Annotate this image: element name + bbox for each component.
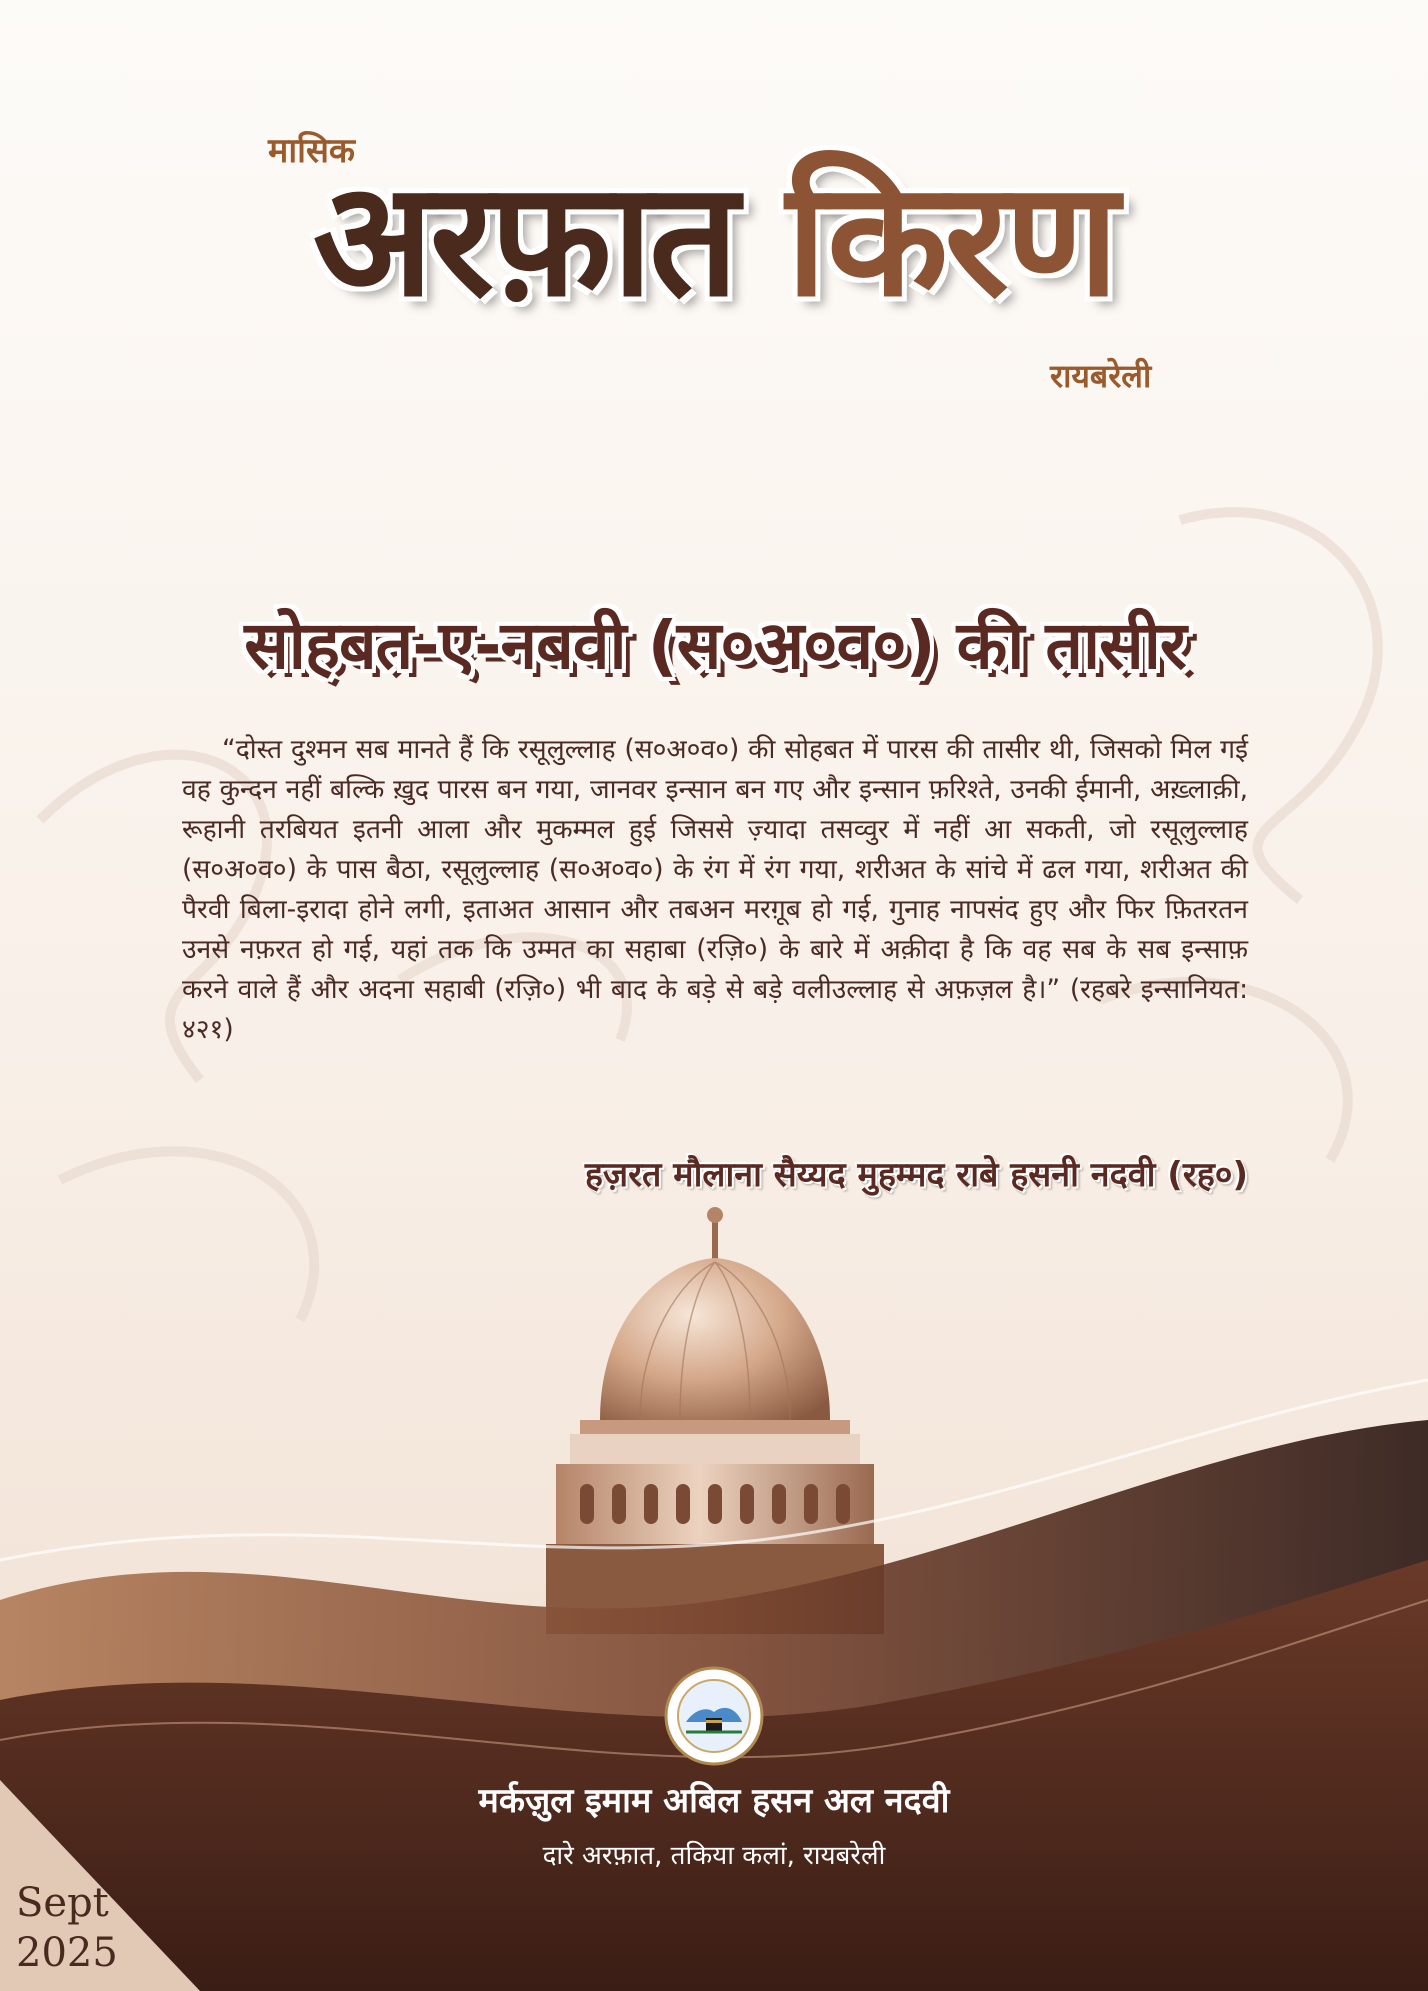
article-headline: सोहबत-ए-नबवी (स०अ०व०) की तासीर xyxy=(244,607,1186,684)
frequency-label: मासिक xyxy=(268,131,356,171)
magazine-title xyxy=(0,150,1428,330)
quote-author: हज़रत मौलाना सैय्यद मुहम्मद राबे हसनी नदवी (रह०) xyxy=(584,1155,1248,1195)
title-word-2: किरण xyxy=(786,148,1116,332)
title-word-1: अरफ़ात xyxy=(312,148,735,332)
organization-name: मर्कज़ुल इमाम अबिल हसन अल नदवी xyxy=(478,1781,950,1821)
article-quote: “दोस्त दुश्मन सब मानते हैं कि रसूलुल्लाह (स०अ०व०) की सोहबत में पारस की तासीर थी, जिसको मिल गई वह कुन्दन नहीं बल्कि ख़ुद पारस बन गया, जानवर इन्सान बन गए और इन्सान फ़रिश्ते, उनकी ईमानी, अख़्लाक़ी, रूहानी तरबियत इतनी आला और मुकम्मल हुई जिससे ज़्यादा तसव्वुर में नहीं आ सकती, जो रसूलुल्लाह (स०अ०व०) के पास बैठा, रसूलुल्लाह (स०अ०व०) के रंग में रंग गया, शरीअत के सांचे में ढल गया, शरीअत की पैरवी बिला-इरादा होने लगी, इताअत आसान और तबअन मरग़ूब हो गई, गुनाह नापसंद हुए और फिर फ़ितरतन उनसे नफ़रत हो गई, यहां तक कि उम्मत का सहाबा (रज़ि०) के बारे में अक़ीदा है कि वह सब के सब इन्साफ़ करने वाले हैं और अदना सहाबी (रज़ि०) भी बाद के बड़े से बड़े वलीउल्लाह से अफ़ज़ल है।” (रहबरे इन्सानियत: ४२१) xyxy=(182,734,1248,1045)
organization-logo xyxy=(664,1666,764,1766)
organization-address: दारे अरफ़ात, तकिया कलां, रायबरेली xyxy=(542,1841,886,1871)
issue-month: Sept xyxy=(16,1880,109,1926)
place-label: रायबरेली xyxy=(1050,357,1152,395)
issue-year: 2025 xyxy=(16,1930,118,1976)
